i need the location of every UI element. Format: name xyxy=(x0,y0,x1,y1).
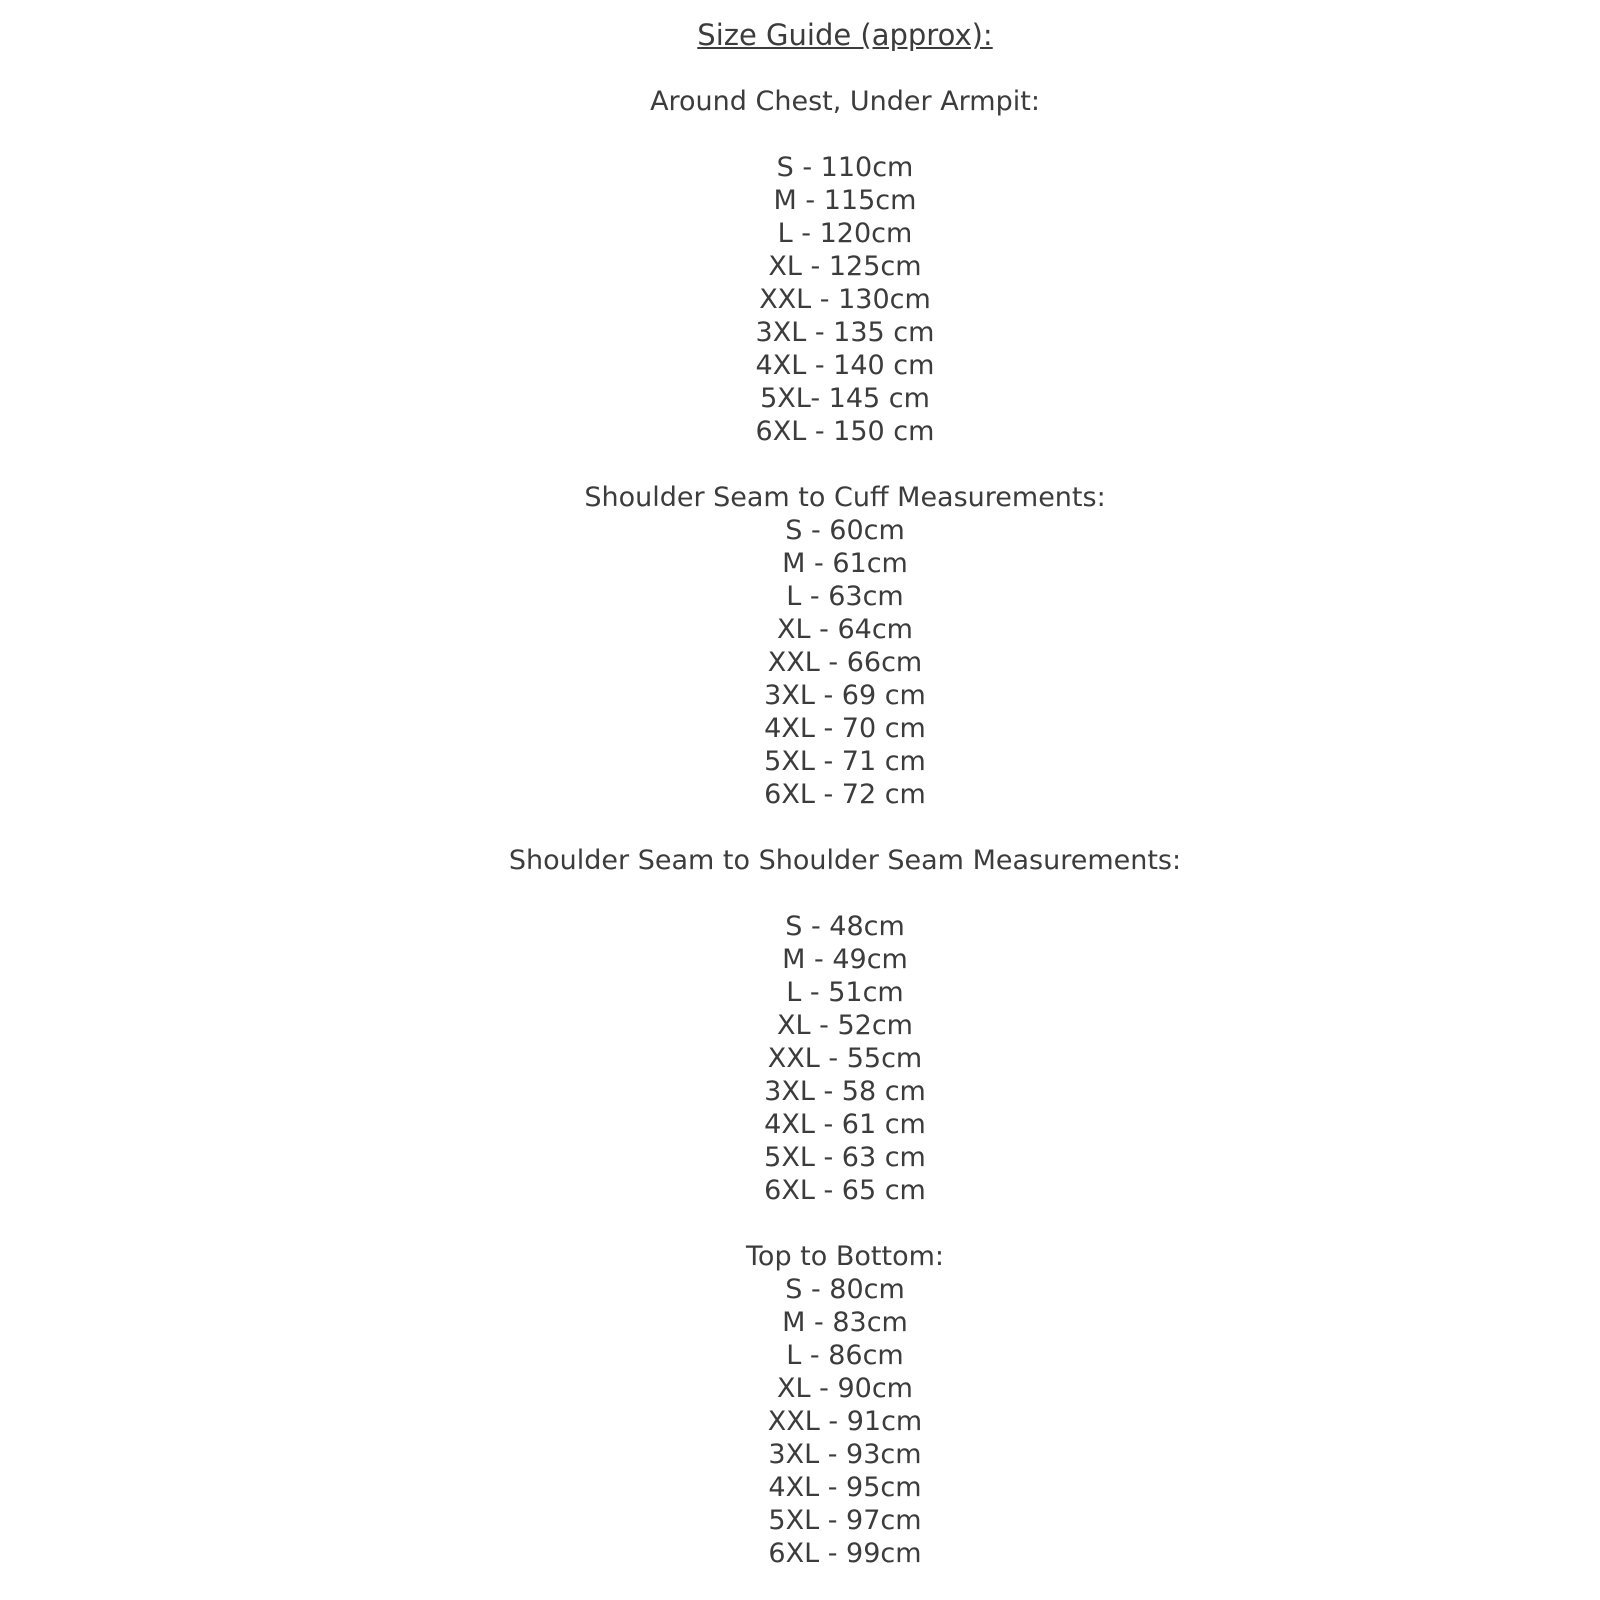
size-line: M - 61cm xyxy=(782,548,908,579)
size-line: 6XL - 99cm xyxy=(768,1538,922,1569)
section-heading: Shoulder Seam to Shoulder Seam Measurements: xyxy=(508,845,1182,876)
section-heading: Top to Bottom: xyxy=(746,1241,944,1272)
size-guide-document xyxy=(45,0,1600,1570)
size-line: 4XL - 61 cm xyxy=(764,1109,926,1140)
size-line: 4XL - 140 cm xyxy=(755,350,935,381)
section-heading: Shoulder Seam to Cuff Measurements: xyxy=(584,482,1106,513)
size-line: 3XL - 69 cm xyxy=(764,680,926,711)
size-line: M - 83cm xyxy=(782,1307,908,1338)
size-line: XXL - 91cm xyxy=(767,1406,923,1437)
size-line: 3XL - 58 cm xyxy=(764,1076,926,1107)
page-title: Size Guide (approx): xyxy=(697,18,993,52)
size-line: 5XL- 145 cm xyxy=(760,383,930,414)
size-line: 3XL - 93cm xyxy=(768,1439,922,1470)
size-line: S - 80cm xyxy=(785,1274,905,1305)
section-shoulder-to-shoulder xyxy=(45,844,1600,1207)
size-line: XL - 125cm xyxy=(768,251,922,282)
size-line: M - 49cm xyxy=(782,944,908,975)
size-line: 4XL - 70 cm xyxy=(764,713,926,744)
size-line: L - 51cm xyxy=(786,977,904,1008)
size-line: S - 60cm xyxy=(785,515,905,546)
size-line: XXL - 130cm xyxy=(759,284,931,315)
size-line: 6XL - 72 cm xyxy=(764,779,926,810)
size-line: XXL - 66cm xyxy=(767,647,923,678)
size-line: XL - 64cm xyxy=(777,614,913,645)
section-heading: Around Chest, Under Armpit: xyxy=(650,86,1040,117)
section-around-chest xyxy=(45,85,1600,448)
size-line: 5XL - 71 cm xyxy=(764,746,926,777)
section-top-to-bottom xyxy=(45,1240,1600,1570)
size-line: 3XL - 135 cm xyxy=(755,317,935,348)
size-line: XL - 52cm xyxy=(777,1010,913,1041)
size-line: XL - 90cm xyxy=(777,1373,913,1404)
size-line: XXL - 55cm xyxy=(767,1043,923,1074)
size-line: L - 63cm xyxy=(786,581,904,612)
size-line: M - 115cm xyxy=(773,185,917,216)
size-line: S - 110cm xyxy=(776,152,914,183)
size-line: L - 86cm xyxy=(786,1340,904,1371)
size-line: 5XL - 97cm xyxy=(768,1505,922,1536)
size-line: 6XL - 150 cm xyxy=(755,416,935,447)
size-line: L - 120cm xyxy=(777,218,913,249)
size-line: 4XL - 95cm xyxy=(768,1472,922,1503)
section-shoulder-to-cuff xyxy=(45,481,1600,811)
size-line: 6XL - 65 cm xyxy=(764,1175,926,1206)
size-line: 5XL - 63 cm xyxy=(764,1142,926,1173)
size-line: S - 48cm xyxy=(785,911,905,942)
